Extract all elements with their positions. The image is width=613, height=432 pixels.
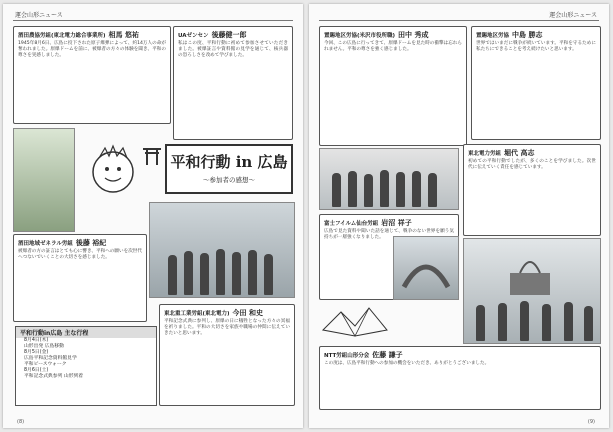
cenotaph-arch-icon	[394, 237, 458, 299]
article-author: 佐藤 謙子	[372, 351, 403, 359]
schedule-line: 平和記念式典参列 山形到着	[24, 374, 84, 379]
header-right: 運会山形ニュース	[549, 12, 597, 19]
header-rule	[319, 20, 599, 21]
article-author: 後藤 裕紀	[75, 239, 107, 247]
page-number-left: (8)	[17, 419, 25, 425]
article-author: 中島 勝志	[512, 31, 543, 39]
group-photo-dome	[149, 202, 295, 298]
article-org: 東北電力労組	[468, 151, 502, 157]
article-org: UAゼンセン	[178, 33, 209, 39]
article-org: 酒田農協労組(東北電力総合事業所)	[18, 33, 106, 39]
schedule-box	[15, 326, 157, 406]
cenotaph-photo	[393, 236, 459, 300]
article-author: 相馬 悠祐	[108, 31, 139, 39]
article-horishiro	[463, 144, 601, 236]
paper-cranes-photo	[13, 128, 75, 232]
article-org: 酒田地域ゼネラル労組	[18, 241, 73, 247]
feature-subtitle: ～参加者の感想～	[203, 176, 255, 184]
schedule-line: 8月4日(木)	[24, 338, 49, 343]
article-author: 堀代 高志	[504, 149, 535, 157]
article-sato	[319, 346, 601, 410]
atomic-dome-icon	[500, 247, 560, 297]
feature-title-box	[165, 144, 293, 194]
article-text: 今回、この広島に行ってきて、原爆ドームを見た時の衝撃は忘れられません。平和の尊さを強く感じました。	[324, 41, 462, 53]
article-goto-kenichiro	[173, 26, 293, 140]
article-text: 被爆者の方の証言はとても心に響き、平和への願いを次世代へつないでいくことの大切さを感じました。	[18, 249, 142, 261]
page-number-right: (9)	[587, 419, 595, 425]
article-imada	[159, 304, 295, 406]
article-text: 1945年8月6日、広島に投下された原子爆弾によって、約14万人の命が奪われました。原爆ドームを前に、被爆者の方々の体験を聞き、平和の尊さを実感しました。	[18, 41, 166, 59]
article-org: 富士フイルム仙台労組	[324, 221, 379, 227]
article-goto-yuki	[13, 234, 147, 322]
article-souma	[13, 26, 171, 124]
header-rule	[13, 20, 293, 21]
article-author: 岩沼 祥子	[381, 219, 412, 227]
header-left: 運会山形ニュース	[15, 12, 63, 19]
paper-crane-illustration	[321, 302, 389, 342]
schedule-line: 広島平和記念資料館見学	[24, 356, 77, 361]
article-author: 今田 和史	[232, 309, 263, 317]
schedule-line: 平和ピースウォーク	[24, 362, 67, 367]
article-text: この度は、広島平和行動への参加の機会をいただき、ありがとうございました。	[324, 361, 490, 366]
right-page	[309, 4, 609, 428]
left-page	[3, 4, 303, 428]
schedule-line: 8月6日(土)	[24, 368, 49, 373]
article-org: 置賜地区労協	[476, 33, 510, 39]
article-text: 平和記念式典に参列し、原爆の日に犠牲となった方々の冥福を祈りました。平和の大切さを家族や職場の仲間に伝えていきたいと思います。	[164, 319, 290, 337]
article-org: NTT労組山形分会	[324, 353, 370, 359]
schedule-title: 平和行動in広島 主な行程	[16, 327, 156, 338]
article-org: 東北重工業労組(東北電力)	[164, 311, 230, 317]
article-text: 初めての平和行動でしたが、多くのことを学びました。次世代に伝えていく責任を感じています。	[468, 159, 596, 171]
article-tanaka	[319, 26, 467, 146]
atomic-dome-photo	[463, 238, 601, 344]
article-author: 後藤健一郎	[211, 31, 247, 39]
mascot-illustration	[85, 144, 145, 204]
feature-title: 平和行動 in 広島	[170, 153, 288, 171]
article-text: 世界ではいまだに戦争が続いています。平和を守るために私たちにできることを考え続けたいと思います。	[476, 41, 596, 53]
article-nakajima	[471, 26, 601, 140]
article-author: 田中 秀成	[398, 31, 429, 39]
torii-icon	[141, 144, 163, 166]
article-text: 私はこの度、平和行動に初めて参加させていただきました。被爆証言や資料館の見学を通じて、核兵器の恐ろしさを改めて学びました。	[178, 41, 288, 59]
article-org: 置賜地区労協(米沢市役所職)	[324, 33, 396, 39]
schedule-line: 山形出発 広島移動	[24, 344, 64, 349]
group-photo-plaza	[319, 148, 459, 210]
schedule-line: 8月5日(金)	[24, 350, 49, 355]
article-text: 広島で見た資料や聞いた話を通じて、戦争のない世界を願う気持ちが一層強くなりました。	[324, 229, 454, 241]
